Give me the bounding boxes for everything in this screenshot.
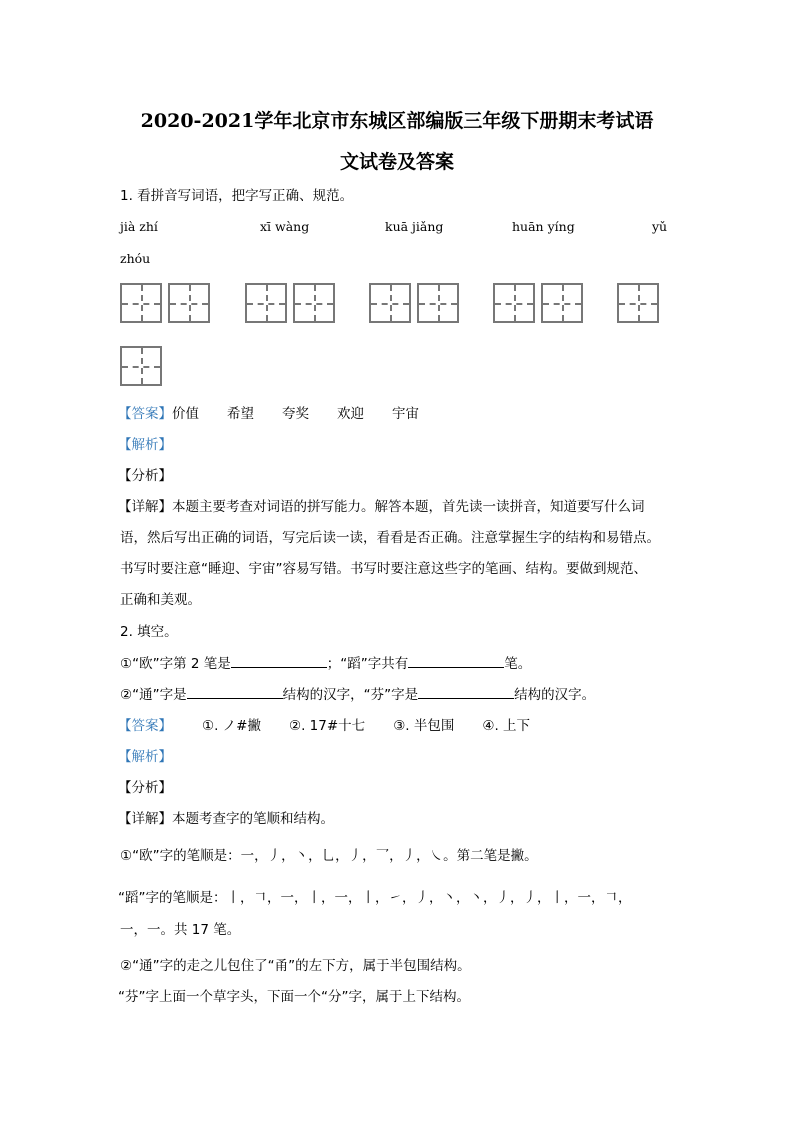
writing-grid-box (417, 283, 459, 323)
detail-line: “蹈”字的笔顺是：丨，𠃍，一，丨，一，丨，㇀，丿，丶，丶，丿，丿，丨，一，𠃍， (118, 890, 632, 906)
writing-grid-box (541, 283, 583, 323)
writing-grid-box (617, 283, 659, 323)
writing-grid-box (168, 283, 210, 323)
q1-prompt: 1. 看拼音写词语，把字写正确、规范。 (120, 188, 354, 204)
pinyin: huān yíng (512, 219, 575, 234)
answer: ②. 17#十七 (289, 718, 366, 734)
text: 笔。 (504, 656, 532, 672)
analysis-tag: 【解析】 (118, 749, 172, 765)
detail-text: 本题考查字的笔顺和结构。 (172, 811, 334, 827)
title-line-2: 文试卷及答案 (339, 151, 454, 173)
analysis-tag: 【解析】 (118, 437, 172, 453)
detail-text: 本题主要考查对词语的拼写能力。解答本题，首先读一读拼音，知道要写什么词 (172, 499, 645, 515)
pinyin: xī wàng (260, 219, 310, 234)
q1-answer (118, 404, 447, 424)
answer: ④. 上下 (482, 718, 531, 734)
text: ；“蹈”字共有 (326, 656, 409, 672)
answer: 宇宙 (392, 406, 419, 422)
detail-line (118, 809, 334, 829)
writing-grid-box (120, 283, 162, 323)
detail-line: ①“欧”字的笔顺是：一，丿，丶，乚，丿，乛，丿，㇏。第二笔是撇。 (120, 848, 538, 864)
fill-blank[interactable] (187, 684, 283, 699)
answer: 欢迎 (337, 406, 364, 422)
fenxi-tag: 【分析】 (118, 780, 172, 796)
detail-line (118, 497, 645, 517)
fill-blank[interactable] (408, 653, 504, 668)
answer: ③. 半包围 (393, 718, 455, 734)
title-line-1: 2020-2021学年北京市东城区部编版三年级下册期末考试语 (140, 110, 654, 132)
writing-grid-box (493, 283, 535, 323)
q2-answer (118, 716, 558, 736)
detail-line: 书写时要注意“睡迎、宇宙”容易写错。书写时要注意这些字的笔画、结构。要做到规范、 (120, 561, 647, 577)
answer: ①. ノ#撇 (202, 718, 261, 734)
detail-line: 一，一。共 17 笔。 (120, 922, 241, 938)
text: ②“通”字是 (120, 687, 187, 703)
answer: 价值 (172, 406, 199, 422)
fenxi-tag: 【分析】 (118, 468, 172, 484)
writing-grid-box (120, 346, 162, 386)
pinyin: jià zhí (120, 219, 158, 234)
writing-grid-box (245, 283, 287, 323)
q2-item-2 (120, 684, 595, 705)
fill-blank[interactable] (418, 684, 514, 699)
detail-line: ②“通”字的走之儿包住了“甬”的左下方，属于半包围结构。 (120, 958, 471, 974)
answer: 希望 (227, 406, 254, 422)
writing-grid-box (293, 283, 335, 323)
detail-tag: 【详解】 (118, 811, 172, 827)
answer-tag: 【答案】 (118, 718, 172, 734)
text: ①“欧”字第 2 笔是 (120, 656, 231, 672)
detail-line: 语，然后写出正确的词语，写完后读一读，看看是否正确。注意掌握生字的结构和易错点。 (120, 530, 660, 546)
answer-tag: 【答案】 (118, 406, 172, 422)
detail-line: 正确和美观。 (120, 592, 201, 608)
fill-blank[interactable] (231, 653, 327, 668)
pinyin: zhóu (120, 251, 151, 266)
text: 结构的汉字，“芬”字是 (282, 687, 419, 703)
pinyin: kuā jiǎng (385, 219, 444, 234)
q2-item-1 (120, 653, 531, 674)
detail-tag: 【详解】 (118, 499, 172, 515)
writing-grid-box (369, 283, 411, 323)
q2-prompt: 2. 填空。 (120, 624, 178, 640)
answer: 夸奖 (282, 406, 309, 422)
pinyin: yǔ (652, 219, 668, 234)
text: 结构的汉字。 (514, 687, 596, 703)
detail-line: “芬”字上面一个草字头，下面一个“分”字，属于上下结构。 (118, 989, 470, 1005)
